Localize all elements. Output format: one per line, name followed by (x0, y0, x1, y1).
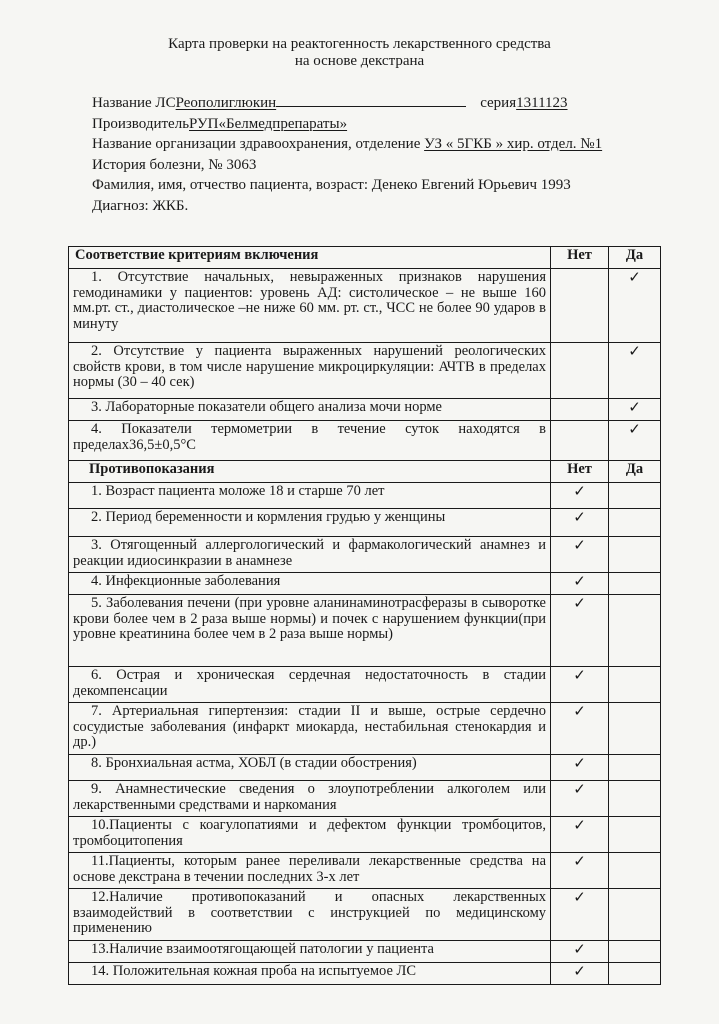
drug-value: Реополиглюкин (175, 95, 277, 111)
table-row (69, 483, 661, 509)
check-mark-no: ✓ (551, 483, 609, 509)
inclusion-yes-header: Да (609, 247, 661, 269)
check-mark-no: ✓ (551, 941, 609, 963)
table-row (69, 703, 661, 755)
empty-no-cell (551, 343, 609, 399)
empty-yes-cell (609, 483, 661, 509)
empty-yes-cell (609, 781, 661, 817)
criterion-text: 1. Отсутствие начальных, невыраженных признаков нарушения гемодинамики у пациентов: уровень АД: систолическое – не выше 160 мм.рт. ст., диастолическое –не ниже 60 мм. рт. ст., ЧСС не более 90 ударов в минуту (69, 269, 551, 343)
criterion-text: 2. Отсутствие у пациента выраженных нарушений реологических свойств крови, в том числе нарушение микроциркуляции: АЧТВ в пределах нормы (30 – 40 сек) (69, 343, 551, 399)
check-mark-no: ✓ (551, 537, 609, 573)
table-row (69, 269, 661, 343)
empty-yes-cell (609, 755, 661, 781)
organization-label: Название организации здравоохранения, отделение (92, 136, 421, 152)
table-row (69, 667, 661, 703)
contra-header-row (69, 461, 661, 483)
criterion-text: 11.Пациенты, которым ранее переливали лекарственные средства на основе декстрана в течении последних 3-х лет (69, 853, 551, 889)
empty-yes-cell (609, 703, 661, 755)
title-line-2: на основе декстрана (294, 53, 425, 69)
check-mark-no: ✓ (551, 817, 609, 853)
manufacturer-value: РУП«Белмедпрепараты» (189, 115, 348, 132)
empty-yes-cell (609, 853, 661, 889)
series-label: серия (480, 95, 517, 111)
check-mark-yes: ✓ (609, 343, 661, 399)
table-row (69, 853, 661, 889)
criterion-text: 3. Отягощенный аллергологический и фармакологический анамнез и реакции идиосинкразии в анамнезе (69, 537, 551, 573)
empty-no-cell (551, 399, 609, 421)
check-mark-yes: ✓ (609, 269, 661, 343)
criterion-text: 3. Лабораторные показатели общего анализа мочи норме (69, 399, 551, 421)
organization-value: УЗ « 5ГКБ » хир. отдел. №1 (424, 136, 603, 152)
criterion-text: 4. Инфекционные заболевания (69, 573, 551, 595)
criterion-text: 13.Наличие взаимоотягощающей патологии у пациента (69, 941, 551, 963)
manufacturer-label: Производитель (92, 115, 190, 132)
table-row (69, 509, 661, 537)
criterion-text: 14. Положительная кожная проба на испытуемое ЛС (69, 963, 551, 985)
drug-underline (276, 94, 466, 107)
criterion-text: 5. Заболевания печени (при уровне аланинаминотрасферазы в сыворотке крови более чем в 2 раза выше нормы) и почек с нарушением функции(при уровне креатинина более чем в 2 раза выше нормы) (69, 595, 551, 667)
check-mark-no: ✓ (551, 667, 609, 703)
empty-yes-cell (609, 509, 661, 537)
table-row (69, 537, 661, 573)
check-mark-no: ✓ (551, 889, 609, 941)
criterion-text: 1. Возраст пациента моложе 18 и старше 70 лет (69, 483, 551, 509)
table-row (69, 941, 661, 963)
contra-no-header: Нет (551, 461, 609, 483)
empty-no-cell (551, 269, 609, 343)
table-row (69, 399, 661, 421)
table-row (69, 421, 661, 461)
table-row (69, 755, 661, 781)
check-mark-yes: ✓ (609, 399, 661, 421)
empty-yes-cell (609, 817, 661, 853)
table-row (69, 595, 661, 667)
check-mark-no: ✓ (551, 781, 609, 817)
empty-yes-cell (609, 889, 661, 941)
criterion-text: 4. Показатели термометрии в течение суток находятся в пределах36,5±0,5°С (69, 421, 551, 461)
contra-header: Противопоказания (69, 461, 551, 483)
check-mark-no: ✓ (551, 573, 609, 595)
empty-no-cell (551, 421, 609, 461)
table-row (69, 889, 661, 941)
document-title (0, 36, 719, 70)
patient-line: Фамилия, имя, отчество пациента, возраст: Денеко Евгений Юрьевич 1993 (92, 177, 571, 193)
criterion-text: 10.Пациенты с коагулопатиями и дефектом функции тромбоцитов, тромбоцитопения (69, 817, 551, 853)
drug-label: Название ЛС (92, 95, 176, 111)
empty-yes-cell (609, 537, 661, 573)
case-history-line: История болезни, № 3063 (92, 156, 257, 173)
table-row (69, 817, 661, 853)
criterion-text: 2. Период беременности и кормления грудью у женщины (69, 509, 551, 537)
check-mark-no: ✓ (551, 509, 609, 537)
criterion-text: 6. Острая и хроническая сердечная недостаточность в стадии декомпенсации (69, 667, 551, 703)
inclusion-header-row (69, 247, 661, 269)
check-mark-yes: ✓ (609, 421, 661, 461)
empty-yes-cell (609, 941, 661, 963)
table-row (69, 963, 661, 985)
series-value: 1311123 (516, 95, 568, 111)
empty-yes-cell (609, 963, 661, 985)
title-line-1: Карта проверки на реактогенность лекарственного средства (168, 36, 551, 52)
inclusion-no-header: Нет (551, 247, 609, 269)
organization-line (92, 134, 692, 155)
table-row (69, 343, 661, 399)
inclusion-header: Соответствие критериям включения (69, 247, 551, 269)
drug-name-line (92, 93, 692, 114)
diagnosis-line: Диагноз: ЖКБ. (92, 197, 189, 214)
reactogenicity-table (68, 246, 661, 985)
patient-info-block (92, 93, 692, 216)
empty-yes-cell (609, 595, 661, 667)
contra-yes-header: Да (609, 461, 661, 483)
criterion-text: 12.Наличие противопоказаний и опасных лекарственных взаимодействий в соответствии с инструкцией по медицинскому применению (69, 889, 551, 941)
table-row (69, 573, 661, 595)
criterion-text: 7. Артериальная гипертензия: стадии II и выше, острые сердечно сосудистые заболевания (инфаркт миокарда, нестабильная стенокардия и др.) (69, 703, 551, 755)
criterion-text: 8. Бронхиальная астма, ХОБЛ (в стадии обострения) (69, 755, 551, 781)
check-mark-no: ✓ (551, 595, 609, 667)
check-mark-no: ✓ (551, 755, 609, 781)
criterion-text: 9. Анамнестические сведения о злоупотреблении алкоголем или лекарственными средствами и наркомания (69, 781, 551, 817)
table-row (69, 781, 661, 817)
empty-yes-cell (609, 667, 661, 703)
manufacturer-line (92, 114, 692, 135)
check-mark-no: ✓ (551, 853, 609, 889)
check-mark-no: ✓ (551, 963, 609, 985)
check-mark-no: ✓ (551, 703, 609, 755)
empty-yes-cell (609, 573, 661, 595)
